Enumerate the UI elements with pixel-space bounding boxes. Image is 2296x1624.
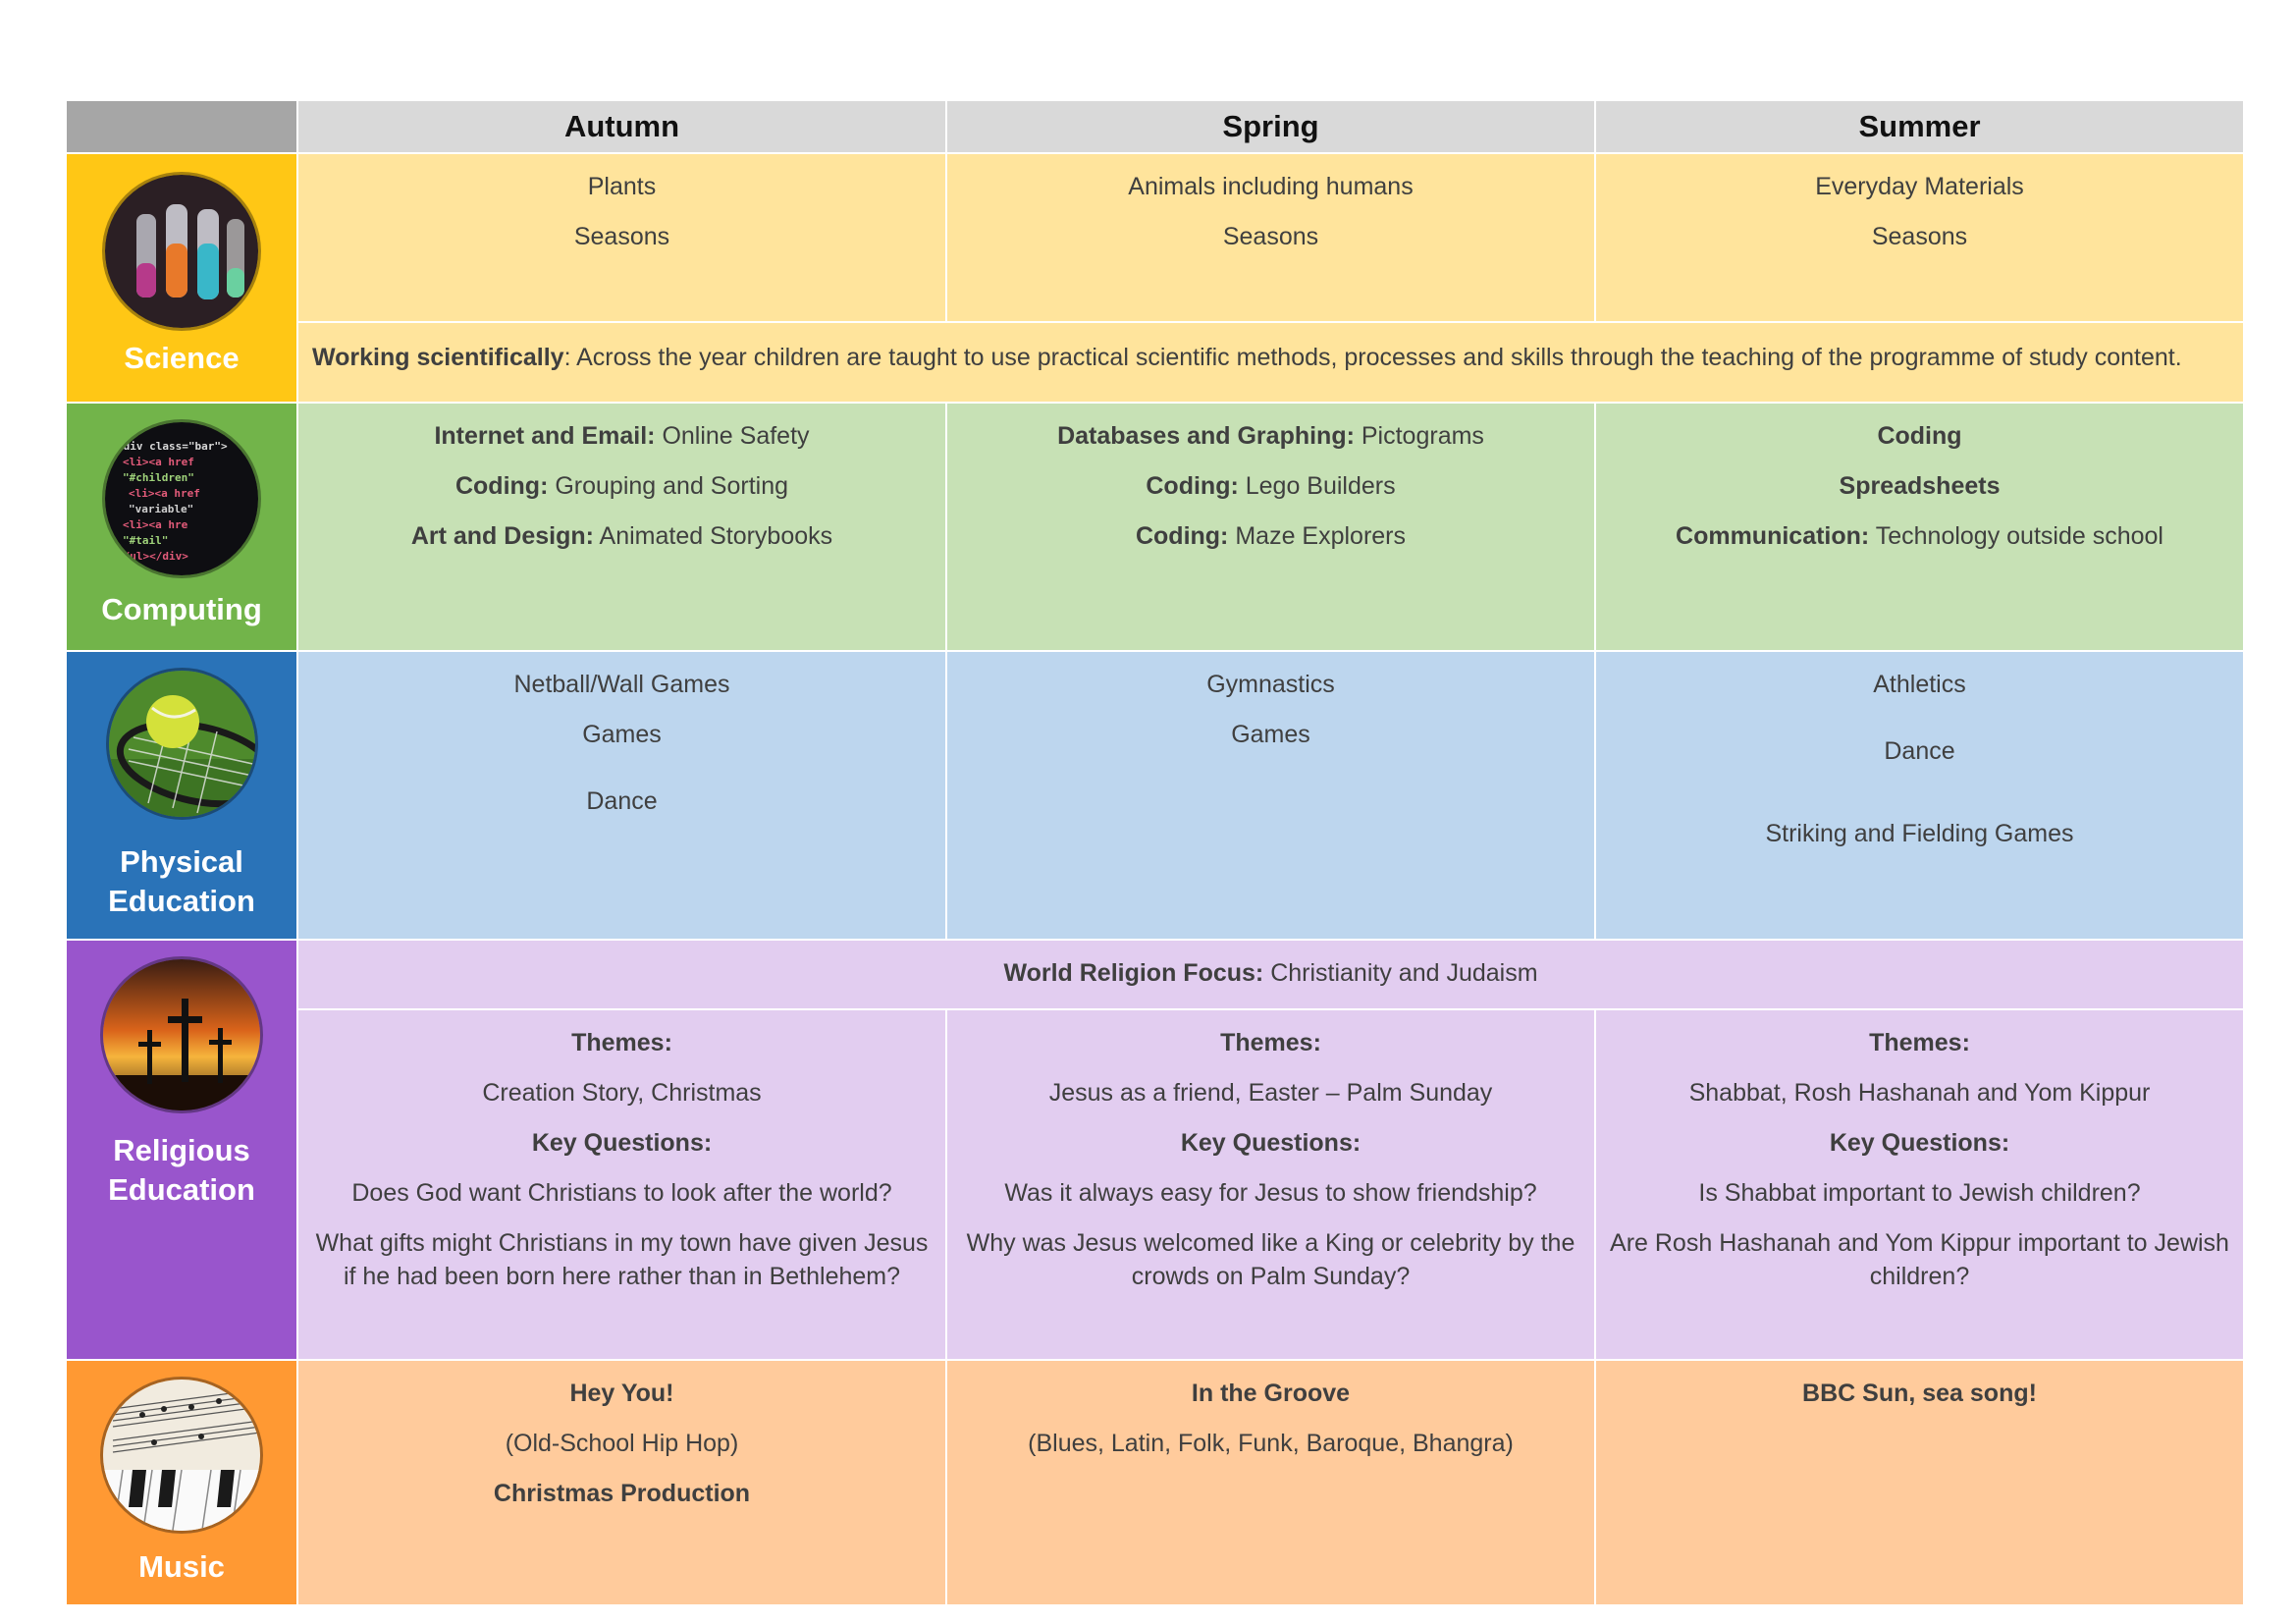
music-summer-title: BBC Sun, sea song! (1802, 1380, 2037, 1407)
pe-spring-2: Games (1231, 721, 1310, 748)
header-summer: Summer (1595, 100, 2244, 153)
pe-summer-cell (1595, 651, 2244, 940)
science-spring-seasons: Seasons (1222, 223, 1319, 250)
curriculum-table (65, 99, 2245, 1606)
pe-autumn-2: Games (582, 721, 662, 748)
piano-sheet-music-icon (100, 1377, 263, 1534)
pe-summer-1: Athletics (1873, 671, 1966, 698)
science-subject-cell (66, 153, 297, 403)
music-row (66, 1360, 2244, 1605)
music-autumn-sub: (Old-School Hip Hop) (505, 1430, 739, 1457)
computing-autumn-1-bold: Internet and Email: (434, 422, 656, 450)
science-working-cell (297, 322, 2244, 404)
science-spring-topic: Animals including humans (1128, 173, 1414, 200)
pe-label-line2: Education (108, 884, 255, 918)
re-spring-cell (946, 1009, 1595, 1360)
re-subject-cell (66, 940, 297, 1360)
re-autumn-key-questions-label: Key Questions: (531, 1128, 713, 1157)
re-autumn-cell (297, 1009, 946, 1360)
computing-label: Computing (101, 592, 262, 626)
re-autumn-q1: Does God want Christians to look after the world? (351, 1178, 892, 1207)
computing-spring-2-text: Lego Builders (1238, 472, 1396, 500)
re-label-line1: Religious (113, 1133, 250, 1167)
re-summer-key-questions-label: Key Questions: (1829, 1128, 2010, 1157)
re-focus-row (66, 940, 2244, 1009)
header-row (66, 100, 2244, 153)
re-autumn-themes: Creation Story, Christmas (482, 1078, 762, 1107)
working-scientifically-label: Working scientifically (312, 343, 564, 371)
science-spring-cell (946, 153, 1595, 322)
re-summer-q2: Are Rosh Hashanah and Yom Kippur important to Jewish children? (1610, 1228, 2229, 1290)
computing-spring-cell (946, 403, 1595, 651)
music-spring-sub: (Blues, Latin, Folk, Funk, Baroque, Bhangra) (1028, 1430, 1514, 1457)
pe-label-line1: Physical (120, 844, 243, 879)
music-autumn-title: Hey You! (569, 1380, 674, 1407)
pe-autumn-cell (297, 651, 946, 940)
computing-spring-2-bold: Coding: (1146, 472, 1239, 500)
computing-autumn-2-text: Grouping and Sorting (548, 472, 789, 500)
music-spring-title: In the Groove (1191, 1380, 1351, 1407)
svg-text:"#children": "#children" (123, 471, 194, 484)
code-screen-icon (102, 419, 261, 578)
science-autumn-seasons: Seasons (573, 223, 670, 250)
re-themes-row (66, 1009, 2244, 1360)
re-autumn-q2: What gifts might Christians in my town have given Jesus if he had been born here rather than in Bethlehem? (315, 1228, 929, 1290)
computing-autumn-cell (297, 403, 946, 651)
computing-spring-3-bold: Coding: (1135, 522, 1229, 550)
re-summer-themes-label: Themes: (1869, 1028, 1970, 1056)
science-row (66, 153, 2244, 322)
re-spring-key-questions-label: Key Questions: (1180, 1128, 1362, 1157)
computing-autumn-1-text: Online Safety (655, 422, 810, 450)
computing-row (66, 403, 2244, 651)
computing-summer-3-bold: Communication: (1676, 522, 1870, 550)
crosses-sunset-icon (100, 956, 263, 1113)
header-corner (66, 100, 297, 153)
pe-subject-cell (66, 651, 297, 940)
science-summer-cell (1595, 153, 2244, 322)
pe-summer-2: Dance (1884, 737, 1955, 765)
music-label: Music (138, 1549, 225, 1584)
pe-summer-3: Striking and Fielding Games (1765, 820, 2074, 847)
pe-spring-1: Gymnastics (1206, 671, 1335, 698)
header-autumn: Autumn (297, 100, 946, 153)
header-spring: Spring (946, 100, 1595, 153)
svg-text:<li><a href: <li><a href (129, 487, 200, 500)
science-working-row (66, 322, 2244, 404)
re-spring-q2: Why was Jesus welcomed like a King or celebrity by the crowds on Palm Sunday? (966, 1228, 1575, 1290)
science-summer-topic: Everyday Materials (1815, 173, 2024, 200)
re-label-line2: Education (108, 1172, 255, 1207)
science-autumn-topic: Plants (587, 173, 657, 200)
re-spring-themes: Jesus as a friend, Easter – Palm Sunday (1048, 1078, 1493, 1107)
re-spring-themes-label: Themes: (1220, 1028, 1321, 1056)
pe-autumn-3: Dance (586, 787, 658, 815)
computing-spring-1-text: Pictograms (1354, 422, 1484, 450)
re-focus-text: Christianity and Judaism (1263, 959, 1538, 987)
science-autumn-cell (297, 153, 946, 322)
computing-summer-2-bold: Spreadsheets (1839, 472, 2001, 500)
music-subject-cell (66, 1360, 297, 1605)
pe-autumn-1: Netball/Wall Games (513, 671, 730, 698)
re-summer-cell (1595, 1009, 2244, 1360)
science-label: Science (124, 341, 240, 375)
svg-text:"#tail": "#tail" (123, 534, 169, 547)
svg-text:"variable": "variable" (129, 503, 194, 515)
svg-text:</ul></div>: </ul></div> (117, 550, 188, 563)
re-autumn-themes-label: Themes: (571, 1028, 672, 1056)
svg-text:<li><a hre: <li><a hre (123, 518, 188, 531)
computing-summer-3-text: Technology outside school (1869, 522, 2163, 550)
pe-spring-cell (946, 651, 1595, 940)
computing-spring-1-bold: Databases and Graphing: (1057, 422, 1355, 450)
tennis-ball-racket-icon (106, 668, 258, 820)
music-autumn-extra: Christmas Production (493, 1480, 751, 1507)
computing-summer-cell (1595, 403, 2244, 651)
re-summer-themes: Shabbat, Rosh Hashanah and Yom Kippur (1688, 1078, 2151, 1107)
re-spring-q1: Was it always easy for Jesus to show friendship? (1004, 1178, 1537, 1207)
music-summer-cell (1595, 1360, 2244, 1605)
working-scientifically-text: : Across the year children are taught to use practical scientific methods, processes and skills through the teaching of the programme of study content. (563, 343, 2182, 371)
computing-autumn-3-text: Animated Storybooks (593, 522, 833, 550)
science-summer-seasons: Seasons (1871, 223, 1968, 250)
music-autumn-cell (297, 1360, 946, 1605)
pe-row (66, 651, 2244, 940)
svg-text:<li><a href: <li><a href (123, 456, 194, 468)
computing-subject-cell (66, 403, 297, 651)
test-tubes-icon (102, 172, 261, 331)
music-spring-cell (946, 1360, 1595, 1605)
re-focus-cell (297, 940, 2244, 1009)
computing-autumn-3-bold: Art and Design: (410, 522, 594, 550)
svg-text:<div class="bar">: <div class="bar"> (117, 440, 228, 453)
re-focus-label: World Religion Focus: (1003, 959, 1264, 987)
computing-summer-1-bold: Coding (1877, 422, 1962, 450)
computing-autumn-2-bold: Coding: (454, 472, 549, 500)
re-summer-q1: Is Shabbat important to Jewish children? (1698, 1178, 2141, 1207)
computing-spring-3-text: Maze Explorers (1228, 522, 1407, 550)
